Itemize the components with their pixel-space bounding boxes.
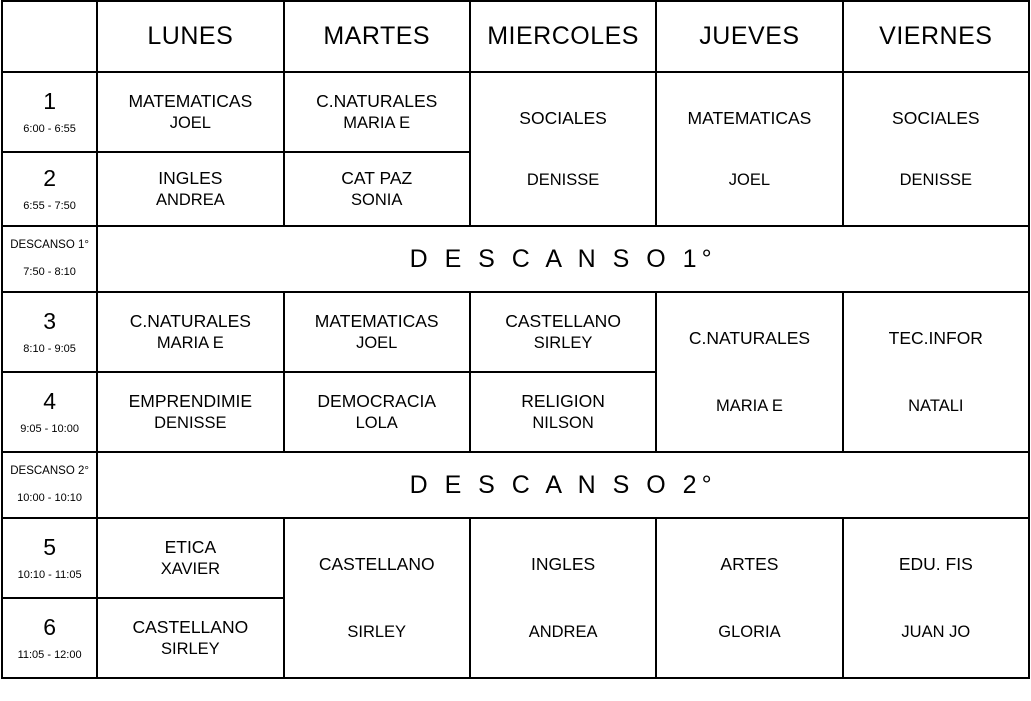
subject-teacher: NATALI [908,396,964,415]
table-row-period-1 [2,72,1029,152]
table-row-period-5 [2,518,1029,598]
cell-p1p2-miercoles [470,72,656,226]
subject-teacher: NILSON [532,413,594,432]
subject-name: ETICA [164,536,217,557]
subject-teacher: XAVIER [160,559,220,578]
break-label-1: D E S C A N S O 1° [97,226,1029,292]
subject-name: C.NATURALES [129,310,251,331]
subject-teacher: SIRLEY [161,639,220,658]
subject-teacher: LOLA [355,413,398,432]
period-cell-4 [2,372,97,452]
subject-name: MATEMATICAS [128,90,253,111]
cell-p4-martes [284,372,470,452]
cell-p1-martes [284,72,470,152]
cell-p3p4-viernes [843,292,1029,452]
period-number-1: 1 [43,87,56,114]
period-number-break-2: DESCANSO 2° [10,465,89,478]
subject-teacher: MARIA E [343,113,411,132]
subject-name: C.NATURALES [316,90,438,111]
cell-p1p2-viernes [843,72,1029,226]
subject-teacher: MARIA E [156,333,224,352]
cell-p5p6-miercoles [470,518,656,678]
header-corner-cell [2,1,97,72]
period-range-6: 11:05 - 12:00 [17,649,82,662]
subject-name: ARTES [720,553,779,574]
subject-teacher: SIRLEY [347,622,407,641]
header-day-martes: MARTES [284,1,470,72]
header-day-miercoles: MIERCOLES [470,1,656,72]
cell-p3-martes [284,292,470,372]
subject-name: INGLES [530,553,596,574]
period-cell-3 [2,292,97,372]
subject-name: CASTELLANO [318,553,435,574]
subject-teacher: SONIA [351,190,403,209]
subject-name: MATEMATICAS [314,310,439,331]
subject-name: DEMOCRACIA [317,390,437,411]
subject-teacher: JOEL [728,170,771,189]
cell-p3p4-jueves [656,292,842,452]
subject-name: SOCIALES [519,107,607,128]
subject-teacher: JOEL [356,333,398,352]
period-cell-break-1 [2,226,97,292]
period-cell-5 [2,518,97,598]
subject-teacher: JOEL [169,113,211,132]
cell-p5p6-viernes [843,518,1029,678]
period-range-break-1: 7:50 - 8:10 [23,266,76,279]
table-row-break-2 [2,452,1029,518]
period-cell-6 [2,598,97,678]
subject-name: RELIGION [521,390,605,411]
period-number-2: 2 [43,164,56,191]
period-number-5: 5 [43,533,56,560]
subject-name: CAT PAZ [341,167,413,188]
period-number-break-1: DESCANSO 1° [10,239,89,252]
subject-name: EMPRENDIMIE [128,390,253,411]
header-day-viernes: VIERNES [843,1,1029,72]
cell-p3-miercoles [470,292,656,372]
cell-p5-lunes [97,518,283,598]
subject-teacher: GLORIA [718,622,781,641]
period-cell-1 [2,72,97,152]
cell-p5p6-martes [284,518,470,678]
subject-name: C.NATURALES [688,327,811,348]
subject-teacher: SIRLEY [533,333,593,352]
period-range-4: 9:05 - 10:00 [20,423,79,436]
subject-teacher: ANDREA [528,622,598,641]
break-label-2: D E S C A N S O 2° [97,452,1029,518]
table-row-break-1 [2,226,1029,292]
period-range-break-2: 10:00 - 10:10 [17,492,82,505]
period-number-4: 4 [43,387,56,414]
subject-name: INGLES [158,167,223,188]
cell-p1p2-jueves [656,72,842,226]
subject-teacher: DENISSE [899,170,973,189]
cell-p4-lunes [97,372,283,452]
cell-p4-miercoles [470,372,656,452]
cell-p2-lunes [97,152,283,226]
header-day-jueves: JUEVES [656,1,842,72]
subject-name: EDU. FIS [898,553,973,574]
subject-teacher: ANDREA [155,190,225,209]
period-range-2: 6:55 - 7:50 [23,200,76,213]
cell-p5p6-jueves [656,518,842,678]
weekly-schedule-table [1,0,1030,679]
subject-teacher: JUAN JO [901,622,971,641]
subject-name: CASTELLANO [132,616,249,637]
period-cell-2 [2,152,97,226]
cell-p1-lunes [97,72,283,152]
subject-teacher: MARIA E [715,396,783,415]
subject-name: CASTELLANO [505,310,621,331]
subject-name: SOCIALES [892,107,980,128]
cell-p2-martes [284,152,470,226]
table-header-row [2,1,1029,72]
subject-name: TEC.INFOR [888,327,983,348]
period-cell-break-2 [2,452,97,518]
subject-teacher: DENISSE [154,413,227,432]
subject-teacher: DENISSE [526,170,600,189]
table-row-period-3 [2,292,1029,372]
header-day-lunes: LUNES [97,1,283,72]
period-range-5: 10:10 - 11:05 [17,569,82,582]
cell-p3-lunes [97,292,283,372]
period-range-3: 8:10 - 9:05 [23,343,76,356]
period-number-6: 6 [43,613,56,640]
period-number-3: 3 [43,307,56,334]
period-range-1: 6:00 - 6:55 [23,123,76,136]
cell-p6-lunes [97,598,283,678]
subject-name: MATEMATICAS [687,107,812,128]
